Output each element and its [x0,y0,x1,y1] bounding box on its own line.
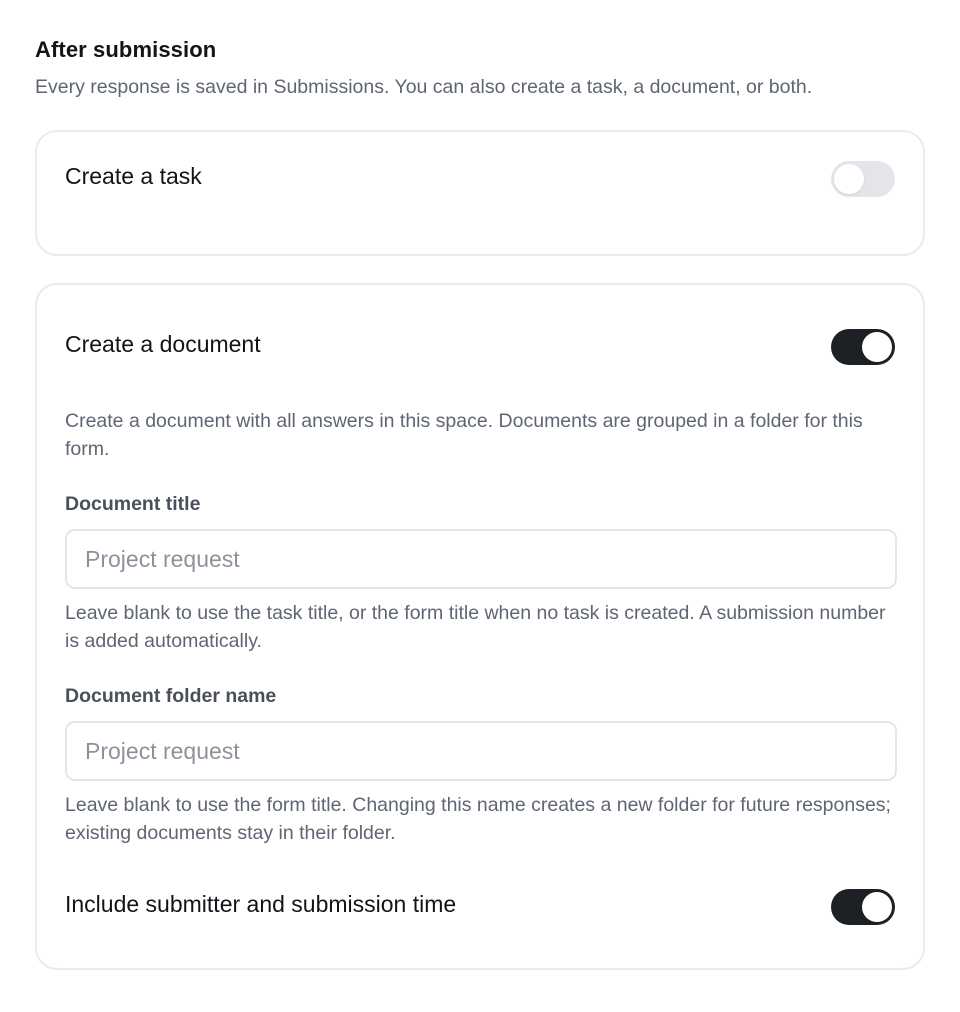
create-task-label: Create a task [65,163,202,189]
document-folder-input[interactable] [65,721,897,781]
toggle-knob [834,164,864,194]
create-document-card [35,283,925,970]
document-folder-help: Leave blank to use the form title. Changing this name creates a new folder for future responses; existing documents stay in their folder. [65,794,891,844]
document-folder-label: Document folder name [65,685,277,707]
document-title-label: Document title [65,493,201,515]
document-title-help: Leave blank to use the task title, or the form title when no task is created. A submission number is added automatically. [65,602,886,652]
include-submitter-label: Include submitter and submission time [65,891,457,917]
toggle-knob [862,892,892,922]
create-document-description: Create a document with all answers in this space. Documents are grouped in a folder for this form. [65,410,863,460]
include-submitter-toggle[interactable] [831,889,895,925]
document-title-input[interactable] [65,529,897,589]
toggle-knob [862,332,892,362]
section-description: Every response is saved in Submissions. You can also create a task, a document, or both. [35,76,813,98]
create-task-card [35,130,925,256]
create-task-toggle[interactable] [831,161,895,197]
section-title: After submission [35,37,217,62]
create-document-toggle[interactable] [831,329,895,365]
create-document-label: Create a document [65,331,261,357]
